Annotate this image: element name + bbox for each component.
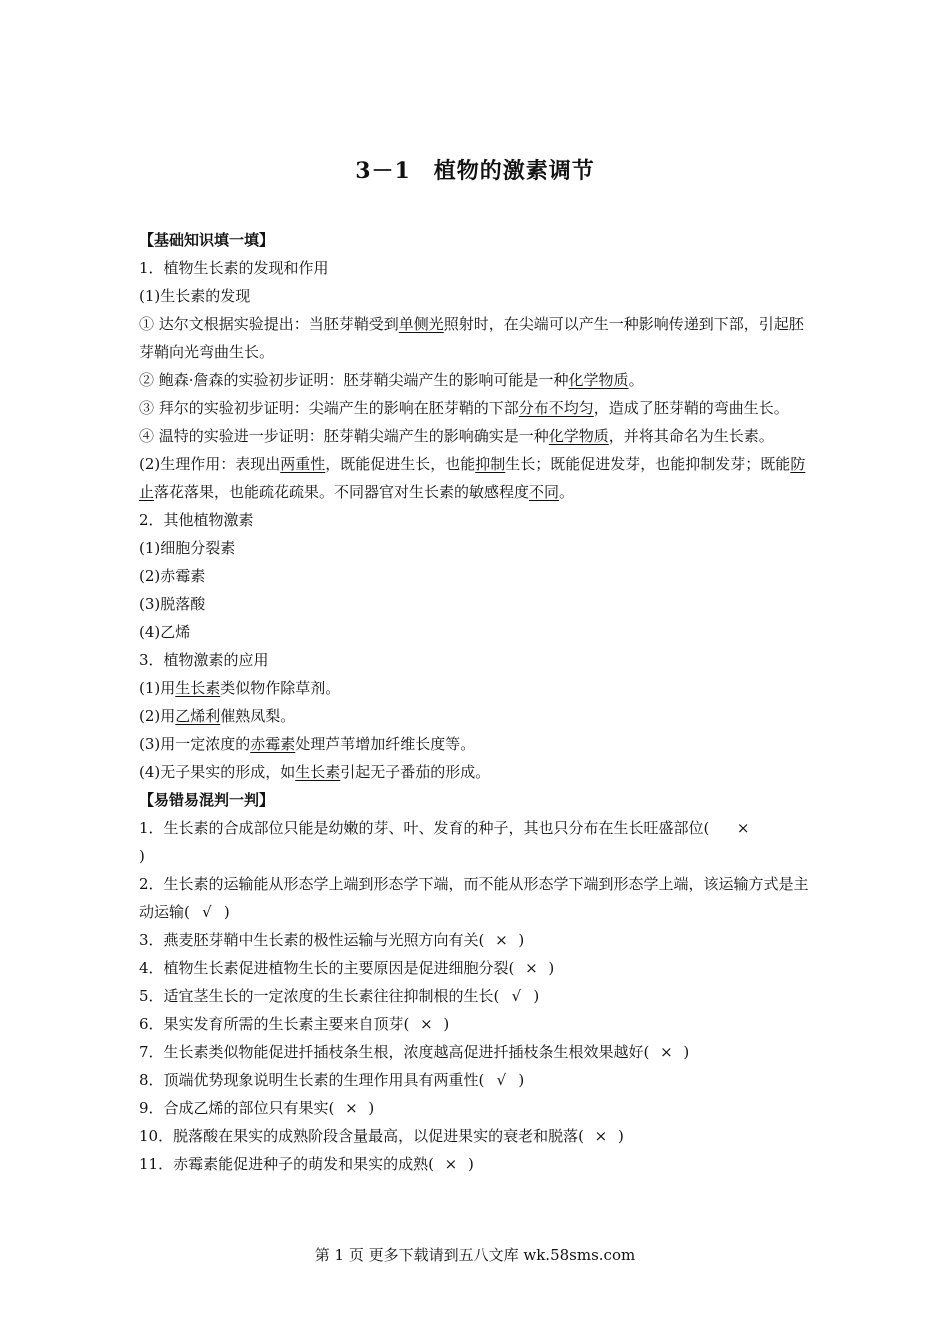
- judgement-mark: ×: [444, 1155, 458, 1173]
- list-item: (3)用一定浓度的赤霉素处理芦苇增加纤维长度等。: [139, 735, 476, 753]
- judgement-list: [139, 926, 811, 1178]
- question-1-title: 1．植物生长素的发现和作用: [139, 259, 329, 277]
- page-footer: 第 1 页 更多下载请到五八文库 wk.58sms.com: [314, 1246, 636, 1264]
- list-item: (3)脱落酸: [139, 595, 206, 613]
- paragraph-paal: ③ 拜尔的实验初步证明：尖端产生的影响在胚芽鞘的下部分布不均匀，造成了胚芽鞘的弯曲生长。: [139, 399, 789, 417]
- judgement-item: 9．合成乙烯的部位只有果实( × ): [139, 1094, 811, 1122]
- paragraph-boysen-jensen: ② 鲍森·詹森的实验初步证明：胚芽鞘尖端产生的影响可能是一种化学物质。: [139, 371, 644, 389]
- judgement-mark: √: [496, 1071, 507, 1089]
- paragraph-physiology: (2)生理作用：表现出两重性，既能促进生长，也能抑制生长；既能促进发芽，也能抑制发芽；既能防止落花落果，也能疏花疏果。不同器官对生长素的敏感程度不同。: [139, 455, 806, 501]
- blank-answer: 乙烯利: [175, 707, 221, 725]
- page-title: 3－1 植物的激素调节: [355, 158, 595, 184]
- judgement-item: 2．生长素的运输能从形态学上端到形态学下端，而不能从形态学下端到形态学上端，该运输方式是主动运输( √ ): [139, 870, 811, 926]
- blank-answer: 两重性: [280, 455, 326, 473]
- judgement-item: 5．适宜茎生长的一定浓度的生长素往往抑制根的生长( √ ): [139, 982, 811, 1010]
- blank-answer: 防止: [139, 455, 806, 501]
- blank-answer: 化学物质: [568, 371, 629, 389]
- judgement-mark: ×: [736, 819, 750, 837]
- blank-answer: 生长素: [175, 679, 221, 697]
- judgement-mark: ×: [420, 1015, 433, 1033]
- section-heading-basics: 【基础知识填一填】: [139, 231, 275, 249]
- document-body: [139, 226, 811, 1178]
- judgement-item: 3．燕麦胚芽鞘中生长素的极性运输与光照方向有关( × ): [139, 926, 811, 954]
- judgement-item: 11．赤霉素能促进种子的萌发和果实的成熟( × ): [139, 1150, 811, 1178]
- judgement-mark: ×: [495, 931, 508, 949]
- blank-answer: 化学物质: [548, 427, 609, 445]
- list-item: (2)赤霉素: [139, 567, 206, 585]
- blank-answer: 赤霉素: [250, 735, 296, 753]
- judgement-mark: ×: [660, 1043, 673, 1061]
- judgement-item: 6．果实发育所需的生长素主要来自顶芽( × ): [139, 1010, 811, 1038]
- judgement-item: 7．生长素类似物能促进扦插枝条生根，浓度越高促进扦插枝条生根效果越好( × ): [139, 1038, 811, 1066]
- judgement-item: 10．脱落酸在果实的成熟阶段含量最高，以促进果实的衰老和脱落( × ): [139, 1122, 811, 1150]
- question-3-title: 3．植物激素的应用: [139, 651, 269, 669]
- list-item: (4)无子果实的形成，如生长素引起无子番茄的形成。: [139, 763, 491, 781]
- judgement-mark: √: [511, 987, 522, 1005]
- question-2-title: 2．其他植物激素: [139, 511, 254, 529]
- paragraph-darwin: ① 达尔文根据实验提出：当胚芽鞘受到单侧光照射时，在尖端可以产生一种影响传递到下部，引起胚芽鞘向光弯曲生长。: [139, 315, 804, 361]
- blank-answer: 不同: [529, 483, 560, 501]
- blank-answer: 抑制: [475, 455, 506, 473]
- judgement-item: 8．顶端优势现象说明生长素的生理作用具有两重性( √ ): [139, 1066, 811, 1094]
- blank-answer: 生长素: [295, 763, 341, 781]
- judgement-mark: ×: [525, 959, 538, 977]
- blank-answer: 单侧光: [398, 315, 444, 333]
- list-item: (1)细胞分裂素: [139, 539, 236, 557]
- subsection-discovery: (1)生长素的发现: [139, 287, 251, 305]
- list-item: (4)乙烯: [139, 623, 191, 641]
- list-item: (1)用生长素类似物作除草剂。: [139, 679, 341, 697]
- paragraph-went: ④ 温特的实验进一步证明：胚芽鞘尖端产生的影响确实是一种化学物质，并将其命名为生长素。: [139, 427, 774, 445]
- judgement-mark: ×: [345, 1099, 358, 1117]
- blank-answer: 分布不均匀: [518, 399, 594, 417]
- list-item: (2)用乙烯利催熟凤梨。: [139, 707, 296, 725]
- judgement-mark: ×: [594, 1127, 608, 1145]
- judgement-item: 4．植物生长素促进植物生长的主要原因是促进细胞分裂( × ): [139, 954, 811, 982]
- section-heading-judge: 【易错易混判一判】: [139, 791, 275, 809]
- judgement-item: 1．生长素的合成部位只能是幼嫩的芽、叶、发育的种子，其也只分布在生长旺盛部位( × ): [139, 814, 811, 870]
- judgement-mark: √: [202, 903, 212, 921]
